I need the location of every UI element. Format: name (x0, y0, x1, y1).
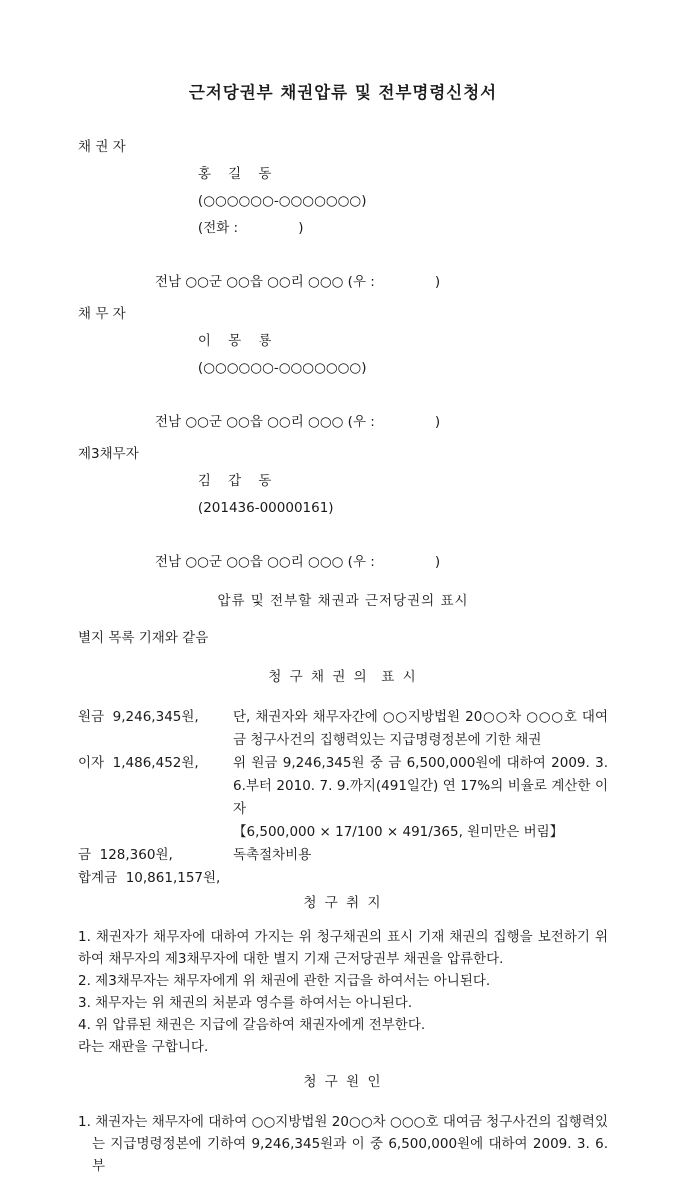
party-name: 이 몽 룡 (197, 333, 272, 349)
claims-table (78, 706, 608, 890)
claims-section-heading: 청 구 채 권 의 표 시 (268, 669, 418, 685)
party-id-number: (201436-00000161) (197, 500, 334, 516)
purport-item-3: 3. 채무자는 위 채권의 처분과 영수를 하여서는 아니된다. (78, 995, 413, 1011)
purport-items (78, 926, 608, 1058)
party-id-number: (○○○○○○-○○○○○○○) (197, 360, 367, 376)
claim-description: 단, 채권자와 채무자간에 ○○지방법원 20○○차 ○○○호 대여금 청구사건의 집행력있는 지급명령정본에 기한 채권 (233, 709, 608, 748)
purport-item-4: 4. 위 압류된 채권은 지급에 갈음하여 채권자에게 전부한다. (78, 1017, 426, 1033)
cause-item-1: 1. 채권자는 채무자에 대하여 ○○지방법원 20○○차 ○○○호 대여금 청구사건의 집행력있는 지급명령정본에 기하여 9,246,345원과 이 중 6,500,000원에 대하여 2009. 3. 6.부 (78, 1114, 608, 1174)
party-details (155, 134, 608, 296)
party-name: 홍 길 동 (197, 166, 272, 182)
party-role: 제3채무자 (78, 446, 139, 462)
party-details (155, 301, 608, 436)
party-row-third-debtor (78, 441, 608, 576)
party-phone: (전화 : ) (197, 220, 304, 236)
party-address: 전남 ○○군 ○○읍 ○○리 ○○○ (우 : ) (155, 554, 441, 570)
party-role: 채 무 자 (78, 306, 126, 322)
document-title: 근저당권부 채권압류 및 전부명령신청서 (188, 83, 498, 102)
party-address: 전남 ○○군 ○○읍 ○○리 ○○○ (우 : ) (155, 414, 441, 430)
claim-row-costs (78, 844, 608, 867)
purport-item-1: 1. 채권자가 채무자에 대하여 가지는 위 청구채권의 표시 기재 채권의 집행을 보전하기 위하여 채무자의 제3채무자에 대한 별지 기재 근저당권부 채권을 압류한다. (78, 929, 608, 967)
claim-amount: 원금 9,246,345원, (78, 709, 199, 725)
claim-interest-text: 위 원금 9,246,345원 중 금 6,500,000원에 대하여 2009. 3. 6.부터 2010. 7. 9.까지(491일간) 연 17%의 비율로 계산한 이자 (233, 755, 608, 817)
claim-row-total (78, 867, 608, 890)
claim-amount: 금 128,360원, (78, 847, 173, 863)
party-address: 전남 ○○군 ○○읍 ○○리 ○○○ (우 : ) (155, 274, 441, 290)
cause-section-heading: 청 구 원 인 (303, 1074, 383, 1090)
purport-item-2: 2. 제3채무자는 채무자에게 위 채권에 관한 지급을 하여서는 아니된다. (78, 973, 491, 989)
claim-amount: 합계금 10,861,157원, (78, 870, 221, 886)
purport-section-heading: 청 구 취 지 (303, 895, 383, 911)
cause-items (78, 1111, 608, 1177)
claim-description (233, 867, 608, 890)
party-name: 김 갑 동 (197, 473, 272, 489)
party-role: 채 권 자 (78, 139, 126, 155)
party-name-line (155, 441, 608, 549)
party-row-debtor (78, 301, 608, 436)
claim-description (233, 752, 608, 844)
claim-row-principal (78, 706, 608, 752)
attachment-section-heading: 압류 및 전부할 채권과 근저당권의 표시 (217, 593, 469, 609)
claim-description: 독촉절차비용 (233, 847, 312, 863)
party-name-line (155, 134, 608, 269)
claim-row-interest (78, 752, 608, 844)
claim-interest-formula: 【6,500,000 × 17/100 × 491/365, 원미만은 버림】 (233, 824, 564, 840)
party-row-creditor (78, 134, 608, 296)
claim-amount: 이자 1,486,452원, (78, 755, 199, 771)
purport-closing: 라는 재판을 구합니다. (78, 1039, 209, 1055)
attachment-section-body: 별지 목록 기재와 같음 (78, 630, 209, 646)
party-details (155, 441, 608, 576)
party-name-line (155, 301, 608, 409)
party-id-number: (○○○○○○-○○○○○○○) (197, 193, 367, 209)
